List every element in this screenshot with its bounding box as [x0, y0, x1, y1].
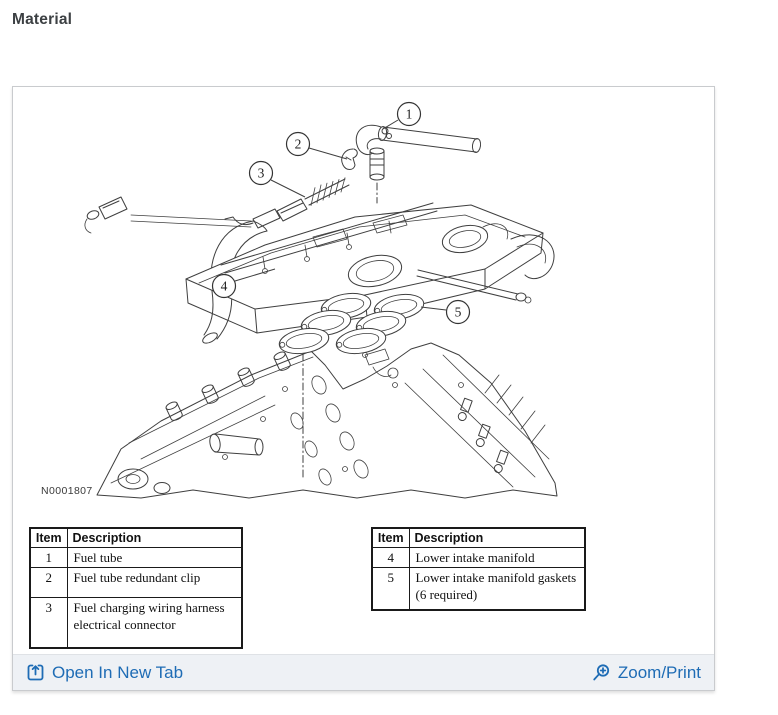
- callout-1-label: 1: [405, 106, 413, 122]
- item-cell: 3: [30, 598, 67, 648]
- callout-3: [250, 162, 306, 198]
- zoom-print-label: Zoom/Print: [617, 662, 701, 682]
- table-row: [372, 568, 585, 610]
- item-header: Item: [30, 528, 67, 547]
- description-header: Description: [67, 528, 242, 547]
- open-in-new-tab-icon: [26, 663, 45, 682]
- harness-connector-art: [85, 178, 349, 233]
- material-panel: [12, 86, 715, 691]
- callout-5: [421, 301, 470, 324]
- engine-diagram: [13, 87, 714, 525]
- callout-2: [287, 133, 348, 160]
- table-row: [372, 547, 585, 568]
- open-in-new-tab-link[interactable]: [26, 663, 183, 683]
- callout-3-label: 3: [257, 165, 265, 181]
- fuel-tube-clip-art: [342, 149, 358, 170]
- parts-table-2: [371, 527, 586, 611]
- zoom-print-link[interactable]: [591, 663, 701, 683]
- table-row: [30, 568, 242, 598]
- description-cell: Lower intake manifold: [409, 547, 585, 568]
- figure-id-label: N0001807: [41, 485, 93, 497]
- item-cell: 2: [30, 568, 67, 598]
- callout-5-label: 5: [454, 304, 462, 320]
- item-cell: 4: [372, 547, 409, 568]
- table-header-row: [30, 528, 242, 547]
- page-title: Material: [12, 11, 73, 28]
- table-row: [30, 547, 242, 568]
- item-header: Item: [372, 528, 409, 547]
- callout-2-label: 2: [294, 136, 302, 152]
- description-cell: Fuel tube: [67, 547, 242, 568]
- description-cell: Fuel charging wiring harness electrical connector: [67, 598, 242, 648]
- engine-diagram-svg: [13, 87, 714, 525]
- footer-bar: [13, 654, 714, 690]
- parts-table-1: [29, 527, 243, 649]
- description-cell: Lower intake manifold gaskets (6 required): [409, 568, 585, 610]
- table-header-row: [372, 528, 585, 547]
- table-row: [30, 598, 242, 648]
- engine-block-art: [97, 337, 557, 499]
- callout-4-label: 4: [220, 278, 228, 294]
- open-in-new-tab-label: Open In New Tab: [52, 662, 184, 682]
- fuel-tube-art: [356, 125, 481, 203]
- description-header: Description: [409, 528, 585, 547]
- item-cell: 1: [30, 547, 67, 568]
- item-cell: 5: [372, 568, 409, 610]
- zoom-in-icon: [591, 663, 611, 683]
- callout-1: [383, 103, 421, 130]
- description-cell: Fuel tube redundant clip: [67, 568, 242, 598]
